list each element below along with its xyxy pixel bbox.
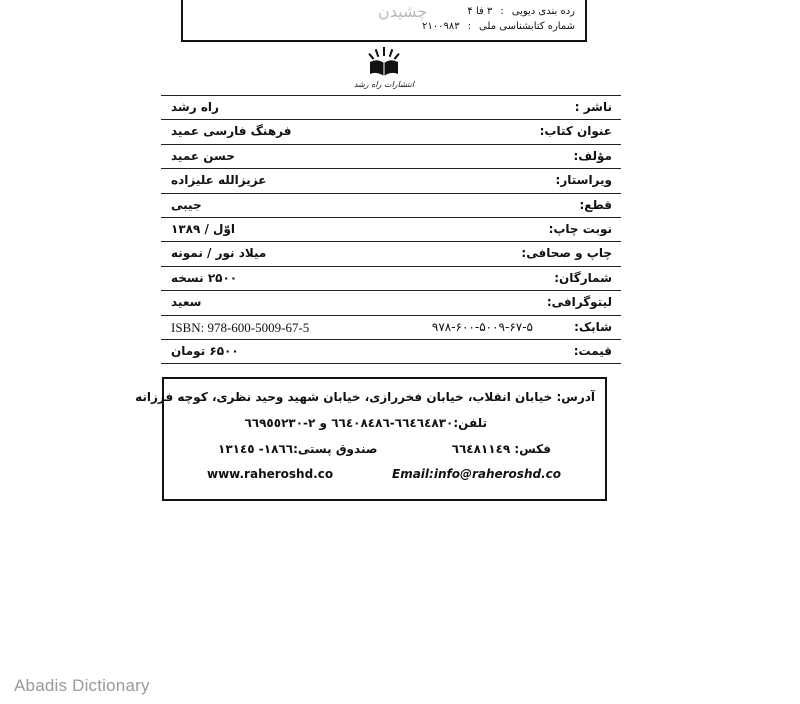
author-value: حسن عمید bbox=[171, 148, 235, 163]
lithography-value: سعید bbox=[171, 295, 202, 310]
dewey-separator: : bbox=[500, 6, 504, 17]
book-info-table bbox=[161, 95, 621, 364]
title-value: فرهنگ فارسی عمید bbox=[171, 124, 292, 139]
format-value: جیبی bbox=[171, 197, 202, 212]
watermark-text: چشیدن bbox=[378, 2, 428, 21]
publisher-logo-caption: انتشارات راه رشد bbox=[353, 80, 415, 89]
po-box-text: صندوق پستی:١٨٦٦- ١٣١٤٥ bbox=[218, 442, 378, 456]
address-text: آدرس: خیابان انقلاب، خیابان فخررازی، خیابان شهید وحید نظری، کوچه فرزانه bbox=[135, 390, 595, 404]
publisher-logo bbox=[348, 44, 420, 92]
info-row-isbn bbox=[161, 316, 621, 340]
editor-value: عزیزالله علیزاده bbox=[171, 173, 267, 188]
info-row-format bbox=[161, 194, 621, 218]
title-label: عنوان کتاب: bbox=[539, 124, 612, 139]
lithography-label: لیتوگرافی: bbox=[546, 295, 612, 310]
info-row-printing bbox=[161, 242, 621, 266]
printing-value: میلاد نور / نمونه bbox=[171, 246, 267, 261]
info-row-author bbox=[161, 145, 621, 169]
email-link[interactable]: Email:info@raheroshd.co bbox=[392, 467, 561, 481]
contact-box bbox=[135, 377, 607, 501]
info-row-editor bbox=[161, 169, 621, 193]
info-row-title bbox=[161, 120, 621, 144]
isbn-label: شابک: bbox=[574, 319, 612, 334]
circulation-label: شمارگان: bbox=[554, 270, 612, 285]
fax-text: فکس: ٦٦٤٨١١٤٩ bbox=[451, 442, 551, 456]
info-row-edition bbox=[161, 218, 621, 242]
website-link[interactable]: www.raheroshd.co bbox=[207, 467, 334, 481]
national-value: ۲۱۰۰۹۸۳ bbox=[422, 21, 460, 32]
editor-label: ویراستار: bbox=[555, 173, 612, 188]
catalog-box bbox=[181, 0, 587, 42]
publisher-value: راه رشد bbox=[171, 100, 219, 114]
isbn-value-latin: ISBN: 978-600-5009-67-5 bbox=[171, 319, 310, 335]
national-label: شماره کتابشناسی ملی bbox=[479, 21, 575, 32]
format-label: قطع: bbox=[579, 197, 612, 212]
info-row-price bbox=[161, 340, 621, 364]
phone-text: تلفن:٦٦٤٦٤٨٣٠-٦٦٤٠٨٤٨٦ و ٢-٦٦٩٥٥٢٣٠ bbox=[244, 416, 487, 430]
dewey-label: رده بندی دیویی bbox=[511, 6, 575, 17]
info-row-publisher bbox=[161, 95, 621, 120]
publisher-label: ناشر : bbox=[574, 100, 612, 114]
edition-value: اوّل / ۱۳۸۹ bbox=[171, 221, 236, 236]
info-row-lithography bbox=[161, 291, 621, 315]
price-value: ۶۵۰۰ تومان bbox=[171, 343, 239, 358]
printing-label: چاپ و صحافی: bbox=[521, 246, 612, 261]
dewey-row bbox=[467, 6, 575, 17]
open-book-icon bbox=[348, 44, 420, 82]
isbn-value-persian: ۹۷۸-۶۰۰-۵۰۰۹-۶۷-۵ bbox=[431, 319, 533, 334]
price-label: قیمت: bbox=[573, 343, 612, 358]
dewey-value: ۳ فا ۴ bbox=[467, 6, 493, 17]
footer-brand: Abadis Dictionary bbox=[14, 676, 150, 695]
author-label: مؤلف: bbox=[573, 148, 612, 163]
info-row-circulation bbox=[161, 267, 621, 291]
edition-label: نوبت چاپ: bbox=[548, 221, 612, 236]
circulation-value: ۲۵۰۰ نسخه bbox=[171, 270, 238, 285]
national-number-row bbox=[422, 21, 575, 32]
national-separator: : bbox=[467, 21, 472, 32]
